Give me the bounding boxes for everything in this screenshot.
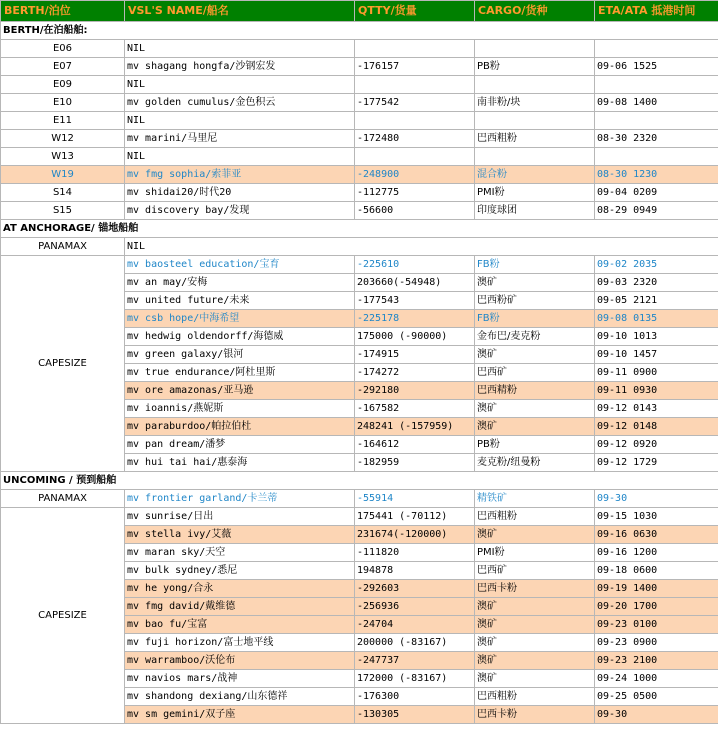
vessel-name-cell[interactable]: NIL [125, 40, 355, 58]
quantity-cell[interactable]: 231674(-120000) [355, 526, 475, 544]
cargo-cell[interactable] [475, 40, 595, 58]
group-capesize-cell: CAPESIZE [1, 508, 125, 724]
eta-cell[interactable]: 09-12 1729 [595, 454, 718, 472]
table-row [1, 40, 718, 58]
quantity-cell[interactable]: -130305 [355, 706, 475, 724]
vessel-name-cell[interactable]: mv pan dream/潘梦 [125, 436, 355, 454]
vessel-name-cell[interactable]: mv shandong dexiang/山东德祥 [125, 688, 355, 706]
eta-cell[interactable]: 09-10 1013 [595, 328, 718, 346]
vessel-name-cell[interactable]: mv frontier garland/卡兰蒂 [125, 490, 355, 508]
eta-cell[interactable]: 09-02 2035 [595, 256, 718, 274]
quantity-cell[interactable]: -182959 [355, 454, 475, 472]
eta-cell[interactable]: 09-19 1400 [595, 580, 718, 598]
header-cargo[interactable]: CARGO/货种 [475, 1, 595, 22]
quantity-cell[interactable]: -176300 [355, 688, 475, 706]
quantity-cell[interactable]: -225610 [355, 256, 475, 274]
cargo-cell[interactable]: PB粉 [475, 436, 595, 454]
berth-cell[interactable]: E07 [1, 58, 125, 76]
berth-cell[interactable]: W13 [1, 148, 125, 166]
eta-cell[interactable]: 08-29 0949 [595, 202, 718, 220]
vessel-name-cell[interactable]: mv bulk sydney/悉尼 [125, 562, 355, 580]
cargo-cell[interactable]: 巴西矿 [475, 562, 595, 580]
eta-cell[interactable]: 09-04 0209 [595, 184, 718, 202]
table-row [1, 76, 718, 94]
vessel-name-cell[interactable]: mv sunrise/日出 [125, 508, 355, 526]
quantity-cell[interactable]: -292603 [355, 580, 475, 598]
cargo-cell[interactable]: 澳矿 [475, 526, 595, 544]
vessel-name-cell[interactable]: mv discovery bay/发现 [125, 202, 355, 220]
quantity-cell[interactable]: -172480 [355, 130, 475, 148]
berth-cell[interactable]: E11 [1, 112, 125, 130]
eta-cell[interactable] [595, 112, 718, 130]
quantity-cell[interactable]: -56600 [355, 202, 475, 220]
eta-cell[interactable]: 09-20 1700 [595, 598, 718, 616]
quantity-cell[interactable]: 200000 (-83167) [355, 634, 475, 652]
cargo-cell[interactable]: FB粉 [475, 310, 595, 328]
cargo-cell[interactable]: 澳矿 [475, 652, 595, 670]
group-panamax-cell: PANAMAX [1, 490, 125, 508]
vessel-name-cell[interactable]: mv ioannis/燕妮斯 [125, 400, 355, 418]
cargo-cell[interactable]: 澳矿 [475, 346, 595, 364]
section-berth-label: BERTH/在泊船舶: [1, 22, 718, 40]
header-eta[interactable]: ETA/ATA 抵港时间 [595, 1, 718, 22]
cargo-cell[interactable]: 巴西粗粉 [475, 130, 595, 148]
cargo-cell[interactable]: 金布巴/麦克粉 [475, 328, 595, 346]
table-row [1, 256, 718, 274]
eta-cell[interactable]: 09-12 0143 [595, 400, 718, 418]
eta-cell[interactable]: 08-30 2320 [595, 130, 718, 148]
eta-cell[interactable]: 09-11 0930 [595, 382, 718, 400]
berth-cell[interactable]: E10 [1, 94, 125, 112]
section-incoming-label: UNCOMING / 预到船舶 [1, 472, 718, 490]
quantity-cell[interactable]: 175441 (-70112) [355, 508, 475, 526]
quantity-cell[interactable]: 203660(-54948) [355, 274, 475, 292]
table-row [1, 58, 718, 76]
vessel-name-cell[interactable]: mv stella ivy/艾薇 [125, 526, 355, 544]
quantity-cell[interactable]: 172000 (-83167) [355, 670, 475, 688]
eta-cell[interactable] [595, 40, 718, 58]
quantity-cell[interactable]: 248241 (-157959) [355, 418, 475, 436]
eta-cell[interactable]: 09-23 2100 [595, 652, 718, 670]
eta-cell[interactable]: 09-12 0148 [595, 418, 718, 436]
quantity-cell[interactable]: 194878 [355, 562, 475, 580]
quantity-cell[interactable]: -256936 [355, 598, 475, 616]
eta-cell[interactable]: 09-03 2320 [595, 274, 718, 292]
cargo-cell[interactable]: PMI粉 [475, 544, 595, 562]
quantity-cell[interactable]: -111820 [355, 544, 475, 562]
vessel-name-cell[interactable]: mv golden cumulus/金色积云 [125, 94, 355, 112]
vessel-name-cell[interactable]: mv hui tai hai/惠泰海 [125, 454, 355, 472]
berth-cell[interactable]: W19 [1, 166, 125, 184]
vessel-name-cell[interactable]: mv fmg david/戴维德 [125, 598, 355, 616]
eta-cell[interactable]: 09-30 [595, 490, 718, 508]
section-incoming [1, 472, 718, 490]
vessel-name-cell[interactable]: mv marini/马里尼 [125, 130, 355, 148]
cargo-cell[interactable]: 印度球团 [475, 202, 595, 220]
cargo-cell[interactable]: 南非粉/块 [475, 94, 595, 112]
vessel-name-cell[interactable]: mv shagang hongfa/沙钢宏发 [125, 58, 355, 76]
eta-cell[interactable]: 09-05 2121 [595, 292, 718, 310]
quantity-cell[interactable]: -174272 [355, 364, 475, 382]
cargo-cell[interactable]: 精铁矿 [475, 490, 595, 508]
cargo-cell[interactable]: 巴西粗粉 [475, 688, 595, 706]
berth-cell[interactable]: E06 [1, 40, 125, 58]
cargo-cell[interactable]: 澳矿 [475, 670, 595, 688]
quantity-cell[interactable]: -177542 [355, 94, 475, 112]
cargo-cell[interactable]: 澳矿 [475, 418, 595, 436]
eta-cell[interactable]: 09-24 1000 [595, 670, 718, 688]
eta-cell[interactable] [595, 148, 718, 166]
quantity-cell[interactable]: -55914 [355, 490, 475, 508]
vessel-name-cell[interactable]: mv warramboo/沃伦布 [125, 652, 355, 670]
berth-cell[interactable]: W12 [1, 130, 125, 148]
cargo-cell[interactable]: FB粉 [475, 256, 595, 274]
section-berth [1, 22, 718, 40]
vessel-name-cell[interactable]: NIL [125, 238, 718, 256]
table-body [1, 22, 718, 724]
cargo-cell[interactable]: 澳矿 [475, 634, 595, 652]
header-vessel-name[interactable]: VSL'S NAME/船名 [125, 1, 355, 22]
berth-cell[interactable]: S15 [1, 202, 125, 220]
table-row [1, 148, 718, 166]
cargo-cell[interactable]: 巴西矿 [475, 364, 595, 382]
vessel-name-cell[interactable]: mv baosteel education/宝育 [125, 256, 355, 274]
vessel-name-cell[interactable]: mv sm gemini/双子座 [125, 706, 355, 724]
cargo-cell[interactable] [475, 148, 595, 166]
quantity-cell[interactable]: -164612 [355, 436, 475, 454]
section-anchorage-label: AT ANCHORAGE/ 锚地船舶 [1, 220, 718, 238]
table-row [1, 166, 718, 184]
table-row [1, 130, 718, 148]
cargo-cell[interactable]: 澳矿 [475, 274, 595, 292]
group-panamax-cell: PANAMAX [1, 238, 125, 256]
group-capesize-cell: CAPESIZE [1, 256, 125, 472]
section-anchorage [1, 220, 718, 238]
eta-cell[interactable]: 09-12 0920 [595, 436, 718, 454]
quantity-cell[interactable]: -292180 [355, 382, 475, 400]
eta-cell[interactable]: 09-08 1400 [595, 94, 718, 112]
vessel-name-cell[interactable]: NIL [125, 112, 355, 130]
berth-cell[interactable]: E09 [1, 76, 125, 94]
quantity-cell[interactable]: -248900 [355, 166, 475, 184]
quantity-cell[interactable] [355, 76, 475, 94]
eta-cell[interactable]: 09-10 1457 [595, 346, 718, 364]
vessel-name-cell[interactable]: mv bao fu/宝富 [125, 616, 355, 634]
table-row [1, 112, 718, 130]
table-row [1, 238, 718, 256]
vessel-name-cell[interactable]: mv true endurance/阿杜里斯 [125, 364, 355, 382]
vessel-name-cell[interactable]: mv paraburdoo/帕拉伯杜 [125, 418, 355, 436]
eta-cell[interactable]: 09-25 0500 [595, 688, 718, 706]
eta-cell[interactable]: 09-23 0900 [595, 634, 718, 652]
quantity-cell[interactable] [355, 148, 475, 166]
eta-cell[interactable]: 09-23 0100 [595, 616, 718, 634]
cargo-cell[interactable]: 巴西粗粉 [475, 508, 595, 526]
quantity-cell[interactable]: 175000 (-90000) [355, 328, 475, 346]
table-row [1, 184, 718, 202]
vessel-name-cell[interactable]: mv hedwig oldendorff/海德威 [125, 328, 355, 346]
eta-cell[interactable]: 09-06 1525 [595, 58, 718, 76]
berth-cell[interactable]: S14 [1, 184, 125, 202]
quantity-cell[interactable] [355, 40, 475, 58]
vessel-name-cell[interactable]: mv an may/安梅 [125, 274, 355, 292]
eta-cell[interactable]: 08-30 1230 [595, 166, 718, 184]
cargo-cell[interactable]: 巴西粉矿 [475, 292, 595, 310]
vessel-name-cell[interactable]: mv he yong/合永 [125, 580, 355, 598]
quantity-cell[interactable]: -174915 [355, 346, 475, 364]
eta-cell[interactable] [595, 76, 718, 94]
cargo-cell[interactable]: 巴西卡粉 [475, 580, 595, 598]
vessel-name-cell[interactable]: NIL [125, 148, 355, 166]
cargo-cell[interactable]: 澳矿 [475, 598, 595, 616]
quantity-cell[interactable]: -24704 [355, 616, 475, 634]
cargo-cell[interactable]: PB粉 [475, 58, 595, 76]
cargo-cell[interactable] [475, 112, 595, 130]
eta-cell[interactable]: 09-18 0600 [595, 562, 718, 580]
cargo-cell[interactable]: 巴西卡粉 [475, 706, 595, 724]
vessel-name-cell[interactable]: mv fmg sophia/索菲亚 [125, 166, 355, 184]
cargo-cell[interactable]: 澳矿 [475, 616, 595, 634]
cargo-cell[interactable]: 混合粉 [475, 166, 595, 184]
eta-cell[interactable]: 09-16 1200 [595, 544, 718, 562]
eta-cell[interactable]: 09-30 [595, 706, 718, 724]
vessel-name-cell[interactable]: mv fuji horizon/富士地平线 [125, 634, 355, 652]
quantity-cell[interactable] [355, 112, 475, 130]
eta-cell[interactable]: 09-16 0630 [595, 526, 718, 544]
cargo-cell[interactable] [475, 76, 595, 94]
table-row [1, 202, 718, 220]
eta-cell[interactable]: 09-08 0135 [595, 310, 718, 328]
quantity-cell[interactable]: -225178 [355, 310, 475, 328]
quantity-cell[interactable]: -112775 [355, 184, 475, 202]
vessel-name-cell[interactable]: mv navios mars/战神 [125, 670, 355, 688]
eta-cell[interactable]: 09-15 1030 [595, 508, 718, 526]
vessel-name-cell[interactable]: mv united future/未来 [125, 292, 355, 310]
cargo-cell[interactable]: 澳矿 [475, 400, 595, 418]
vessel-name-cell[interactable]: mv ore amazonas/亚马逊 [125, 382, 355, 400]
table-row [1, 94, 718, 112]
vessel-name-cell[interactable]: mv green galaxy/银河 [125, 346, 355, 364]
cargo-cell[interactable]: 巴西精粉 [475, 382, 595, 400]
vessel-name-cell[interactable]: mv shidai20/时代20 [125, 184, 355, 202]
cargo-cell[interactable]: PMI粉 [475, 184, 595, 202]
vessel-name-cell[interactable]: mv csb hope/中海希望 [125, 310, 355, 328]
cargo-cell[interactable]: 麦克粉/纽曼粉 [475, 454, 595, 472]
quantity-cell[interactable]: -177543 [355, 292, 475, 310]
eta-cell[interactable]: 09-11 0900 [595, 364, 718, 382]
header-row [1, 1, 718, 22]
vessel-name-cell[interactable]: NIL [125, 76, 355, 94]
header-berth[interactable]: BERTH/泊位 [1, 1, 125, 22]
quantity-cell[interactable]: -176157 [355, 58, 475, 76]
table-row [1, 508, 718, 526]
table-row [1, 490, 718, 508]
quantity-cell[interactable]: -247737 [355, 652, 475, 670]
quantity-cell[interactable]: -167582 [355, 400, 475, 418]
vessel-name-cell[interactable]: mv maran sky/天空 [125, 544, 355, 562]
header-quantity[interactable]: QTTY/货量 [355, 1, 475, 22]
